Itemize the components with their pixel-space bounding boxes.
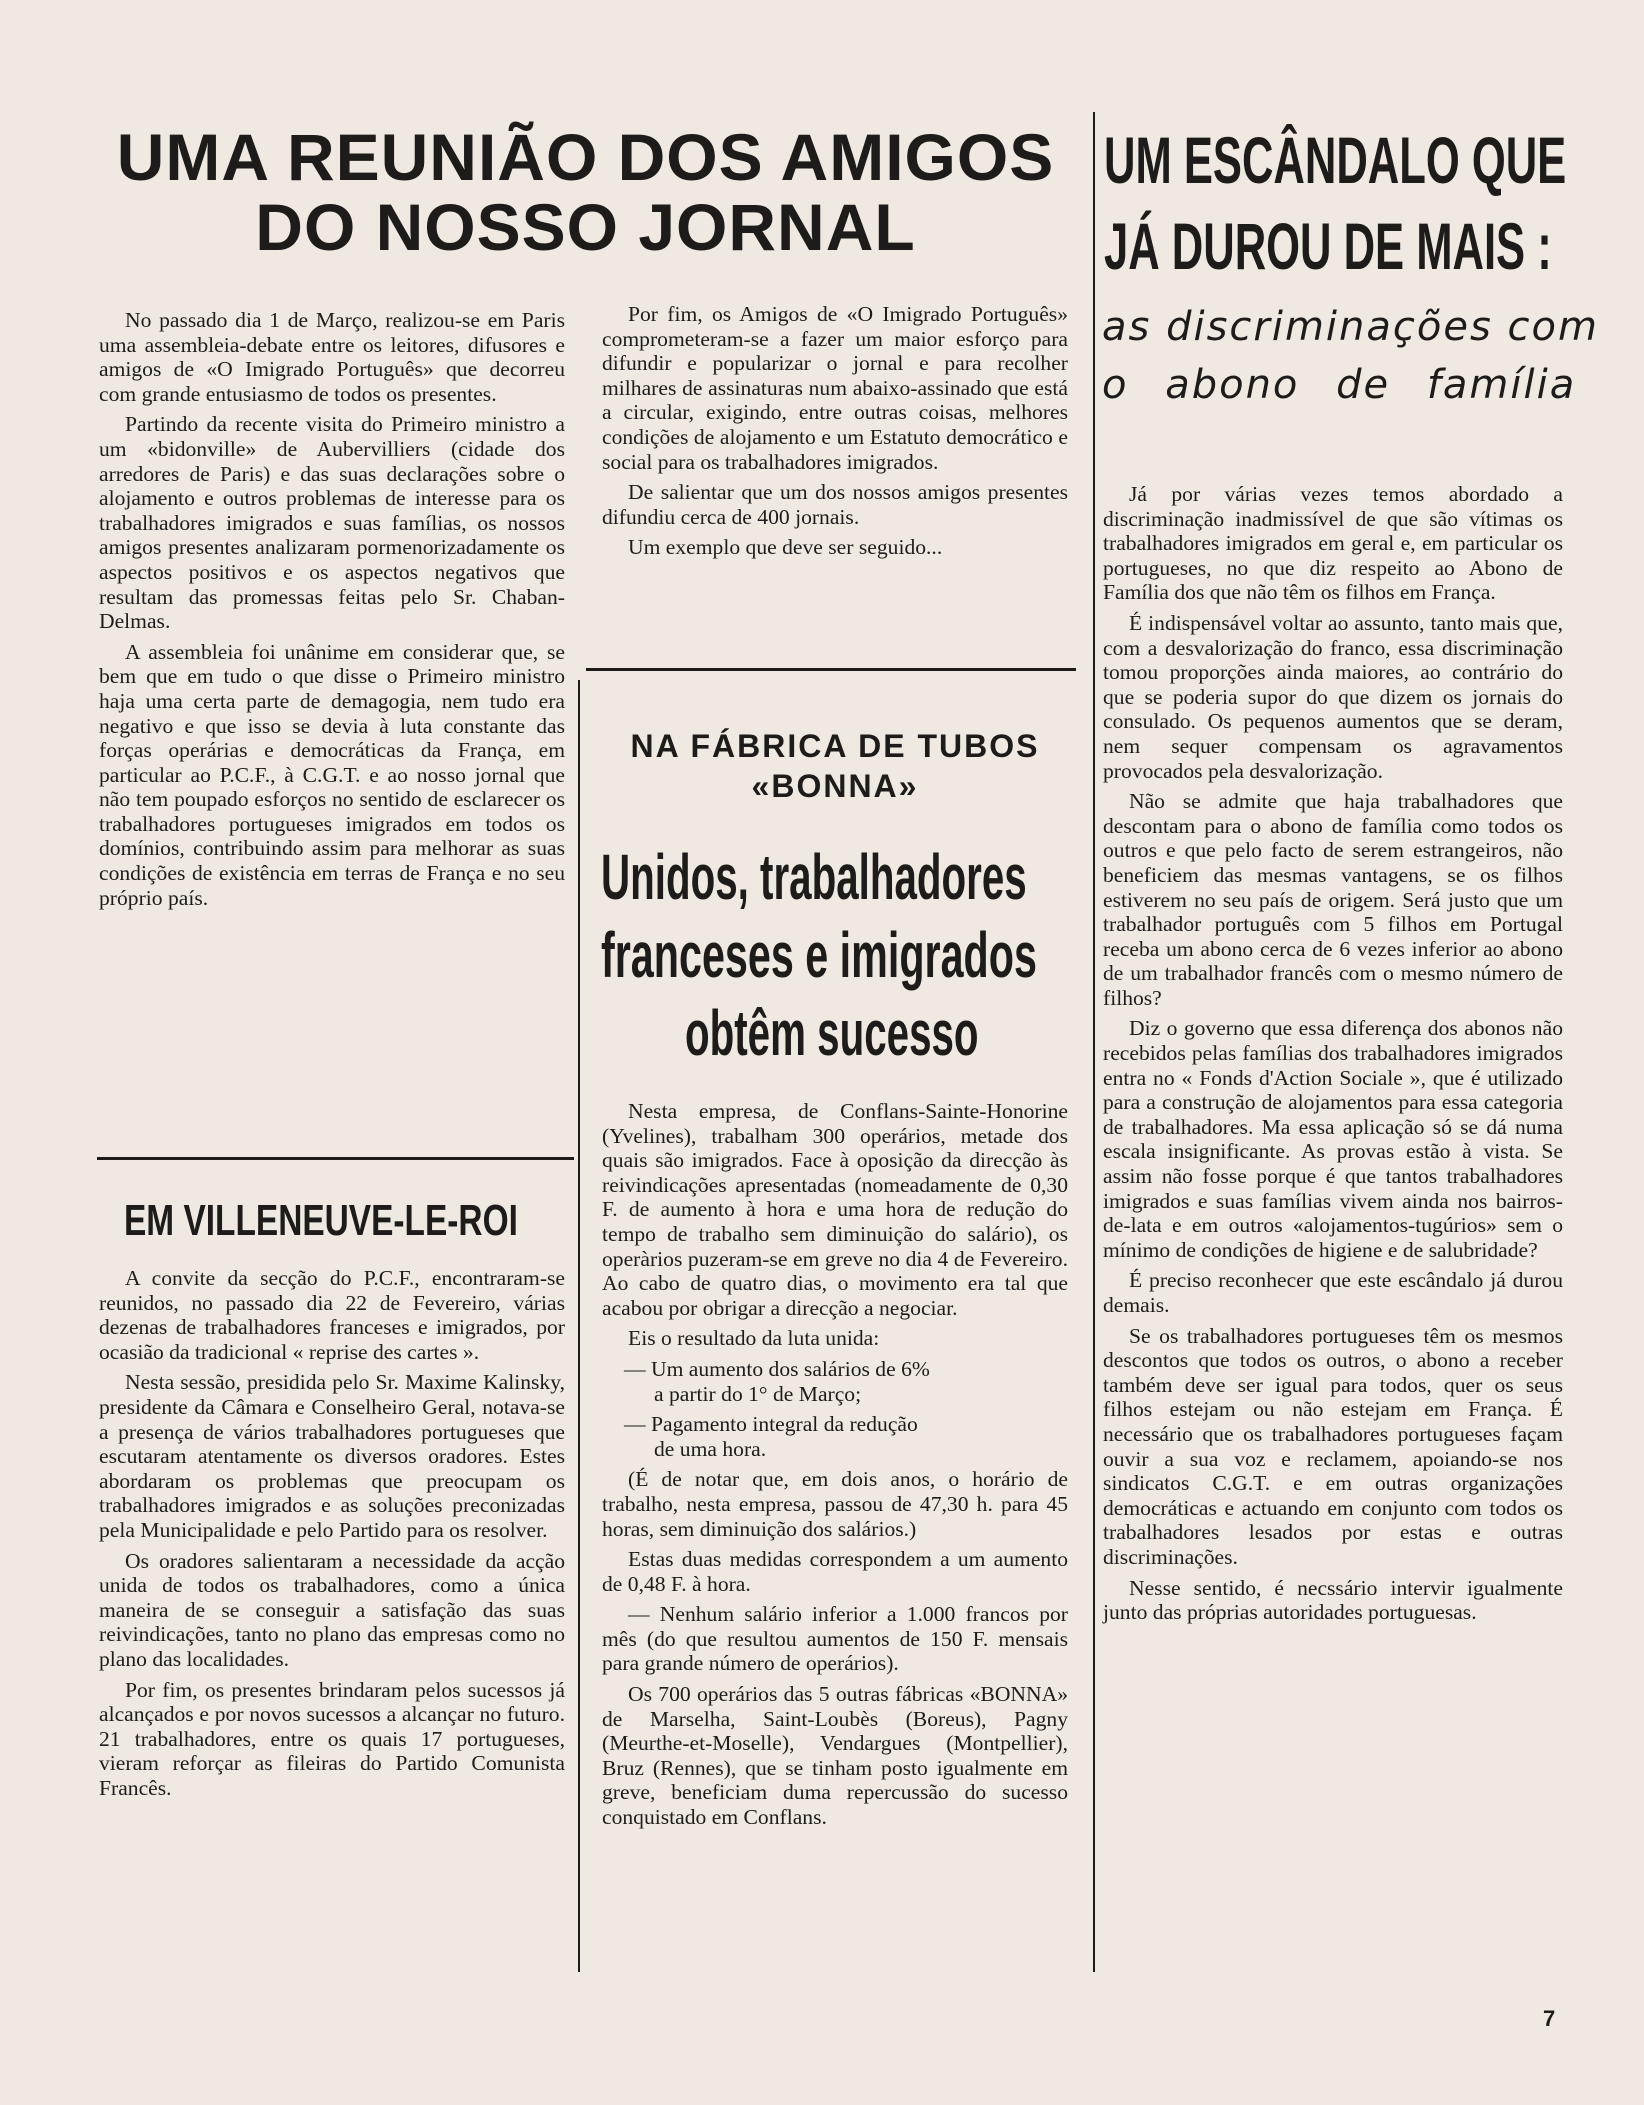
bonna-paragraph: Os 700 operários das 5 outras fábricas «BONNA» de Marselha, Saint-Loubès (Boreus), Pagny (Meurthe-et-Moselle), Vendargues (Montpellier), Bruz (Rennes), que se tinham posto igualmente em greve, beneficiam duma repercussão do sucesso conquistado em Conflans. [602, 1682, 1068, 1830]
amigos-paragraph: Um exemplo que deve ser seguido... [628, 535, 943, 560]
amigos-paragraph: Por fim, os Amigos de «O Imigrado Português» comprometeram-se a fazer um maior esforço para difundir e popularizar o jornal e para recolher milhares de assinaturas num abaixo-assinado que está a circular, exigindo, entre outras coisas, melhores condições de alojamento e um Estatuto democrático e social para os trabalhadores imigrados. [602, 302, 1068, 474]
bonna-paragraph: — Nenhum salário inferior a 1.000 francos por mês (do que resultou aumentos de 150 F. mensais para grande número de operários). [602, 1602, 1068, 1676]
headline-escandalo-line2: JÁ DUROU DE MAIS : [1104, 209, 1552, 283]
escandalo-subtitle-line2: o abono de família [1102, 362, 1577, 408]
headline-villeneuve: EM VILLENEUVE-LE-ROI [124, 1196, 518, 1245]
escandalo-paragraph: Nesse sentido, é necssário intervir igualmente junto das próprias autoridades portuguesas. [1103, 1575, 1563, 1625]
rule-above-villeneuve [97, 1157, 574, 1160]
amigos-column-1 [99, 308, 565, 916]
amigos-paragraph: De salientar que um dos nossos amigos presentes difundiu cerca de 400 jornais. [602, 480, 1068, 529]
bonna-headline [597, 840, 1073, 1072]
bonna-result-item-cont: de uma hora. [654, 1436, 767, 1461]
villeneuve-paragraph: A convite da secção do P.C.F., encontraram-se reunidos, no passado dia 22 de Fevereiro, várias dezenas de trabalhadores franceses e imigrados, por ocasião da tradicional « reprise des cartes ». [99, 1266, 565, 1364]
villeneuve-paragraph: Nesta sessão, presidida pelo Sr. Maxime Kalinsky, presidente da Câmara e Conselheiro Geral, notava-se a presença de vários trabalhadores portugueses que escutaram atentamente os diversos oradores. Estes abordaram os problemas que preocupam os trabalhadores imigrados e as soluções preconizadas pela Municipalidade e pelo Partido para os resolver. [99, 1370, 565, 1542]
headline-escandalo-line1: UM ESCÂNDALO QUE [1104, 123, 1567, 197]
bonna-paragraph: Eis o resultado da luta unida: [628, 1326, 880, 1351]
escandalo-paragraph: Se os trabalhadores portugueses têm os mesmos descontos que todos os outros, o abono a receber também deve ser igual para todos, quer os seus filhos estejam ou não estejam em França. É necessário que os trabalhadores portugueses façam ouvir a sua voz e reclamem, apoiando-se nos sindicatos C.G.T. e em outras organizações democráticas e actuando em conjunto com todos os trabalhadores lesados por estas e outras discriminações. [1103, 1323, 1563, 1569]
escandalo-article [1103, 482, 1563, 1631]
rule-above-bonna [586, 668, 1076, 671]
escandalo-paragraph: Já por várias vezes temos abordado a discriminação inadmissível de que são vítimas os trabalhadores imigrados em geral e, em particular os portugueses, no que diz respeito ao Abono de Família dos que não têm os filhos em França. [1103, 482, 1563, 605]
escandalo-paragraph: É preciso reconhecer que este escândalo já durou demais. [1103, 1268, 1563, 1317]
amigos-paragraph: A assembleia foi unânime em considerar que, se bem que em tudo o que disse o Primeiro ministro haja uma certa parte de demagogia, nem tudo era negativo e que isso se devia à luta constante das forças operárias e democráticas da França, em particular ao P.C.F., à C.G.T. e ao nosso jornal que não tem poupado esforços no sentido de esclarecer os trabalhadores portugueses imigrados em todos os domínios, contribuindo assim para melhorar as suas condições de existência em terras de França e no seu próprio país. [99, 639, 565, 910]
bonna-article [602, 1099, 1068, 1836]
villeneuve-paragraph: Por fim, os presentes brindaram pelos sucessos já alcançados e por novos sucessos a alcançar no futuro. 21 trabalhadores, entre os quais 17 portugueses, vieram reforçar as fileiras do Partido Comunista Francês. [99, 1677, 565, 1800]
bonna-paragraph: Nesta empresa, de Conflans-Sainte-Honorine (Yvelines), trabalham 300 operários, metade dos quais são imigrados. Face à oposição da direcção às reivindicações apresentadas (nomeadamente de 0,30 F. de aumento à hora e uma hora de redução do tempo de trabalho sem diminuição do salário), os operàrios puzeram-se em greve no dia 4 de Fevereiro. Ao cabo de quatro dias, o movimento era tal que acabou por obrigar a direcção a negociar. [602, 1099, 1068, 1320]
escandalo-subtitle-line1: as discriminações com [1102, 304, 1599, 350]
headline-amigos-line2: DO NOSSO JORNAL [255, 190, 916, 264]
headline-amigos [98, 122, 1073, 262]
bonna-result-item-cont: a partir do 1° de Março; [654, 1381, 862, 1406]
headline-amigos-line1: UMA REUNIÃO DOS AMIGOS [116, 120, 1055, 194]
headline-escandalo [1104, 122, 1624, 292]
villeneuve-article [99, 1266, 565, 1806]
amigos-paragraph: Partindo da recente visita do Primeiro ministro a um «bidonville» de Aubervilliers (cidade dos arredores de Paris) e das suas declarações sobre o alojamento e outros problemas de interesse para os trabalhadores imigrados e suas famílias, os nossos amigos presentes analizaram pormenorizadamente os aspectos positivos e os aspectos negativos que resultam das promessas feitas pelo Sr. Chaban-Delmas. [99, 412, 565, 634]
bonna-headline-line2: franceses e imigrados [601, 919, 1037, 991]
bonna-result-item: — Pagamento integral da redução [624, 1412, 918, 1437]
page-number: 7 [1543, 2006, 1556, 2031]
bonna-result-item: — Um aumento dos salários de 6% [624, 1356, 930, 1381]
bonna-paragraph: (É de notar que, em dois anos, o horário de trabalho, nesta empresa, passou de 47,30 h. para 45 horas, sem diminuição dos salários.) [602, 1467, 1068, 1541]
column-rule-right [1093, 112, 1095, 1972]
bonna-headline-line3: obtêm sucesso [685, 997, 979, 1069]
bonna-kicker-line2: «BONNA» [751, 768, 919, 804]
column-rule-left [578, 680, 580, 1972]
bonna-kicker [602, 726, 1068, 806]
bonna-paragraph: Estas duas medidas correspondem a um aumento de 0,48 F. à hora. [602, 1547, 1068, 1596]
escandalo-paragraph: É indispensável voltar ao assunto, tanto mais que, com a desvalorização do franco, essa discriminação tomou proporções ainda maiores, ao contrário do que se poderia supor do que dizem os jornais do consulado. Os pequenos aumentos que se deram, nem sequer compensam os agravamentos provocados pela desvalorização. [1103, 610, 1563, 783]
bonna-kicker-line1: NA FÁBRICA DE TUBOS [630, 728, 1040, 764]
villeneuve-paragraph: Os oradores salientaram a necessidade da acção unida de todos os trabalhadores, como a única maneira de se conseguir a satisfação das suas reivindicações, tanto no plano das empresas como no plano das localidades. [99, 1548, 565, 1671]
bonna-headline-line1: Unidos, trabalhadores [601, 841, 1027, 913]
amigos-paragraph: No passado dia 1 de Março, realizou-se em Paris uma assembleia-debate entre os leitores, difusores e amigos de «O Imigrado Português» que decorreu com grande entusiasmo de todos os presentes. [99, 308, 565, 406]
escandalo-paragraph: Diz o governo que essa diferença dos abonos não recebidos pelas famílias dos trabalhadores imigrados entra no « Fonds d'Action Sociale », que é utilizado para a construção de alojamentos para essa categoria de trabalhadores. Ma essa aplicação só se dá numa escala insignificante. As provas estão à vista. Se assim não fosse porque é que tantos trabalhadores imigrados e suas famílias vivem ainda nos bairros-de-lata e em outros «alojamentos-tugúrios» sem o mínimo de condições de higiene e de salubridade? [1103, 1016, 1563, 1262]
amigos-column-2 [602, 302, 1068, 566]
escandalo-paragraph: Não se admite que haja trabalhadores que descontam para o abono de família como todos os outros e que pelo facto de serem estrangeiros, não beneficiem das mesmas vantagens, se os filhos estiverem no seu país de origem. Será justo que um trabalhador português com 5 filhos em Portugal receba um abono cerca de 6 vezes inferior ao abono de um trabalhador francês com o mesmo número de filhos? [1103, 789, 1563, 1010]
